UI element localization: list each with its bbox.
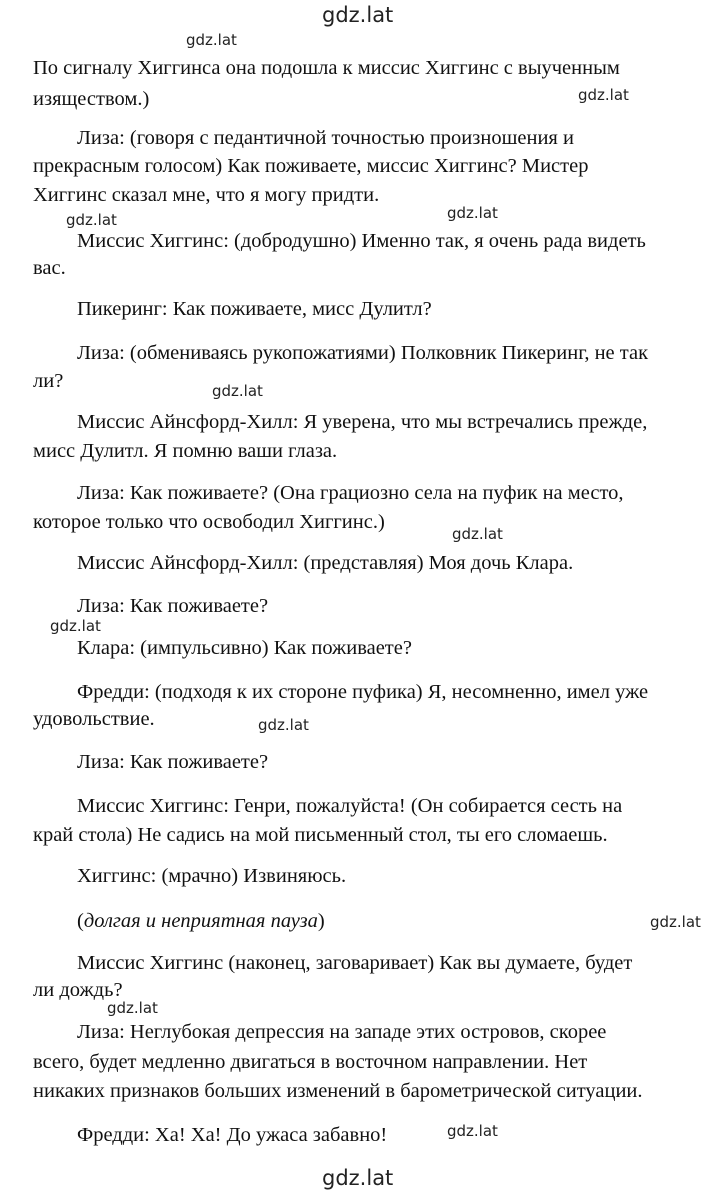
text-line: Лиза: Как поживаете? (Она грациозно села на пуфик на место, [77,482,624,504]
text-line: Хиггинс: (мрачно) Извиняюсь. [77,865,347,887]
text-line: Лиза: Как поживаете? [77,595,269,617]
stage-direction: (долгая и неприятная пауза) [77,910,325,932]
text-line: По сигналу Хиггинса она подошла к миссис Хиггинс с выученным [33,57,620,79]
watermark: gdz.lat [650,913,701,931]
watermark-footer: gdz.lat [322,1166,394,1190]
text-line: мисс Дулитл. Я помню ваши глаза. [33,440,338,462]
watermark: gdz.lat [578,86,629,104]
text-line: Лиза: Неглубокая депрессия на западе этих островов, скорее [77,1021,607,1043]
text-line: Миссис Айнсфорд-Хилл: (представляя) Моя дочь Клара. [77,552,574,574]
text-line: всего, будет медленно двигаться в восточном направлении. Нет [33,1051,588,1073]
watermark: gdz.lat [66,211,117,229]
text-line: Клара: (импульсивно) Как поживаете? [77,637,412,659]
watermark: gdz.lat [447,204,498,222]
text-line: Миссис Хиггинс: Генри, пожалуйста! (Он собирается сесть на [77,795,623,817]
watermark: gdz.lat [258,716,309,734]
watermark-header: gdz.lat [322,3,394,27]
text-line: Пикеринг: Как поживаете, мисс Дулитл? [77,298,432,320]
text-line: ли дождь? [33,979,123,1001]
stage-direction-text: долгая и неприятная пауза [83,910,318,932]
watermark: gdz.lat [107,999,158,1017]
text-line: изяществом.) [33,88,150,110]
text-line: Миссис Хиггинс (наконец, заговаривает) Как вы думаете, будет [77,952,633,974]
text-line: вас. [33,257,66,279]
watermark: gdz.lat [447,1122,498,1140]
text-line: ли? [33,370,64,392]
text-line: прекрасным голосом) Как поживаете, миссис Хиггинс? Мистер [33,155,589,177]
text-line: Фредди: Ха! Ха! До ужаса забавно! [77,1124,388,1146]
text-line: Хиггинс сказал мне, что я могу придти. [33,184,380,206]
text-line: которое только что освободил Хиггинс.) [33,511,385,533]
watermark: gdz.lat [50,617,101,635]
watermark: gdz.lat [452,525,503,543]
text-line: Лиза: (обмениваясь рукопожатиями) Полковник Пикеринг, не так [77,342,649,364]
text-line: Фредди: (подходя к их стороне пуфика) Я, несомненно, имел уже [77,681,649,703]
text-line: Лиза: Как поживаете? [77,751,269,773]
text-line: Миссис Айнсфорд-Хилл: Я уверена, что мы встречались прежде, [77,411,648,433]
watermark: gdz.lat [212,382,263,400]
text-line: удовольствие. [33,708,155,730]
watermark: gdz.lat [186,31,237,49]
text-line: край стола) Не садись на мой письменный стол, ты его сломаешь. [33,824,608,846]
text-line: никаких признаков больших изменений в барометрической ситуации. [33,1080,643,1102]
text-line: Миссис Хиггинс: (добродушно) Именно так, я очень рада видеть [77,230,646,252]
text-line: Лиза: (говоря с педантичной точностью произношения и [77,127,574,149]
